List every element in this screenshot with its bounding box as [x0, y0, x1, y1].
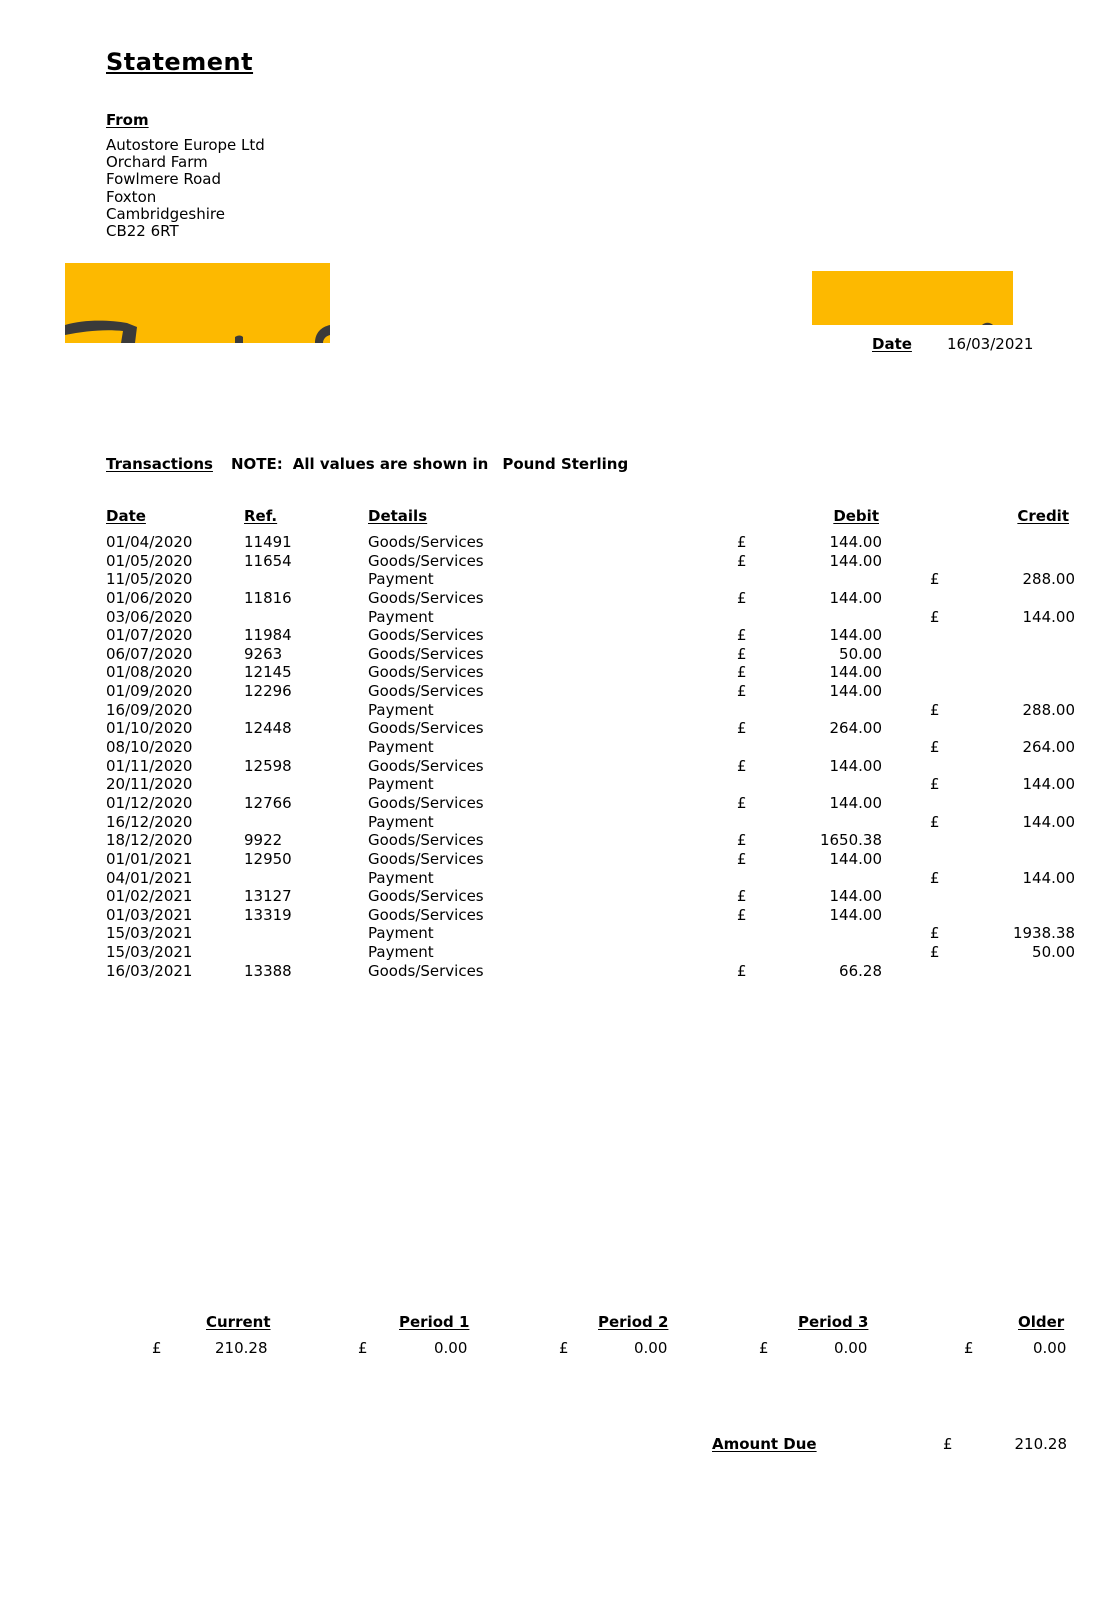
from-heading: From: [106, 111, 149, 129]
cell-debit-currency: £: [737, 756, 747, 775]
cell-credit-currency: £: [930, 868, 940, 887]
cell-details: Payment: [368, 775, 434, 794]
cell-date: 04/01/2021: [106, 868, 193, 887]
table-row: [0, 906, 1116, 925]
aging-value-period-3: 0.00: [834, 1339, 868, 1357]
cell-debit-currency: £: [737, 719, 747, 738]
cell-ref: 12145: [244, 663, 292, 682]
aging-value-period-1: 0.00: [434, 1339, 468, 1357]
cell-credit-currency: £: [930, 570, 940, 589]
cell-ref: 11816: [244, 588, 292, 607]
table-row: [0, 850, 1116, 869]
cell-details: Payment: [368, 700, 434, 719]
cell-debit-currency: £: [737, 551, 747, 570]
table-row: [0, 608, 1116, 627]
cell-date: 01/03/2021: [106, 905, 193, 924]
aging-currency: £: [964, 1339, 974, 1357]
statement-date-value: 16/03/2021: [947, 335, 1034, 353]
logo-mark-icon: [65, 263, 330, 343]
address-line: Orchard Farm: [106, 153, 208, 172]
cell-details: Payment: [368, 570, 434, 589]
cell-details: Goods/Services: [368, 831, 484, 850]
table-row: [0, 663, 1116, 682]
cell-details: Goods/Services: [368, 663, 484, 682]
cell-debit-currency: £: [737, 533, 747, 551]
cell-ref: 13319: [244, 905, 292, 924]
cell-debit: 144.00: [829, 887, 882, 906]
cell-credit: 288.00: [1022, 570, 1075, 589]
transactions-table: [0, 533, 1116, 980]
cell-date: 20/11/2020: [106, 775, 193, 794]
aging-label-period-2: Period 2: [598, 1313, 669, 1331]
company-logo: [65, 263, 330, 343]
aging-currency: £: [358, 1339, 368, 1357]
table-row: [0, 794, 1116, 813]
cell-credit-currency: £: [930, 812, 940, 831]
table-row: [0, 813, 1116, 832]
cell-date: 16/09/2020: [106, 700, 193, 719]
address-line: Cambridgeshire: [106, 204, 225, 223]
cell-ref: 12598: [244, 756, 292, 775]
cell-details: Goods/Services: [368, 887, 484, 906]
cell-ref: 11984: [244, 626, 292, 645]
page-title: Statement: [106, 48, 254, 76]
table-row: [0, 682, 1116, 701]
cell-debit-currency: £: [737, 626, 747, 645]
note-text: All values are shown in: [292, 455, 489, 473]
cell-credit-currency: £: [930, 924, 940, 943]
cell-credit-currency: £: [930, 943, 940, 962]
cell-date: 11/05/2020: [106, 570, 193, 589]
aging-label-current: Current: [206, 1313, 271, 1331]
cell-details: Payment: [368, 924, 434, 943]
cell-credit: 50.00: [1032, 943, 1075, 962]
table-row: [0, 645, 1116, 664]
cell-debit: 144.00: [829, 588, 882, 607]
cell-details: Payment: [368, 812, 434, 831]
cell-credit: 264.00: [1022, 738, 1075, 757]
cell-debit-currency: £: [737, 793, 747, 812]
cell-ref: 11654: [244, 551, 292, 570]
column-header-credit: Credit: [1017, 507, 1069, 525]
cell-debit-currency: £: [737, 849, 747, 868]
cell-date: 16/12/2020: [106, 812, 193, 831]
cell-debit-currency: £: [737, 961, 747, 980]
cell-debit: 264.00: [829, 719, 882, 738]
cell-debit: 144.00: [829, 533, 882, 551]
cell-debit: 144.00: [829, 551, 882, 570]
cell-date: 01/09/2020: [106, 682, 193, 701]
cell-date: 18/12/2020: [106, 831, 193, 850]
cell-details: Goods/Services: [368, 626, 484, 645]
cell-debit-currency: £: [737, 663, 747, 682]
cell-debit: 144.00: [829, 663, 882, 682]
cell-credit: 144.00: [1022, 868, 1075, 887]
cell-date: 01/07/2020: [106, 626, 193, 645]
cell-credit-currency: £: [930, 607, 940, 626]
cell-date: 01/08/2020: [106, 663, 193, 682]
cell-ref: 9263: [244, 644, 283, 663]
cell-date: 03/06/2020: [106, 607, 193, 626]
table-row: [0, 775, 1116, 794]
table-row: [0, 533, 1116, 552]
transactions-heading: Transactions: [106, 455, 213, 473]
cell-details: Goods/Services: [368, 533, 484, 551]
cell-debit-currency: £: [737, 682, 747, 701]
from-address: [106, 137, 265, 240]
address-line: Fowlmere Road: [106, 170, 222, 189]
cell-debit-currency: £: [737, 588, 747, 607]
cell-date: 15/03/2021: [106, 924, 193, 943]
cell-debit: 144.00: [829, 626, 882, 645]
cell-details: Goods/Services: [368, 719, 484, 738]
table-row: [0, 701, 1116, 720]
table-row: [0, 738, 1116, 757]
cell-details: Goods/Services: [368, 644, 484, 663]
cell-date: 01/01/2021: [106, 849, 193, 868]
table-row: [0, 552, 1116, 571]
cell-debit-currency: £: [737, 644, 747, 663]
cell-details: Payment: [368, 943, 434, 962]
cell-ref: 13127: [244, 887, 292, 906]
aging-value-current: 210.28: [215, 1339, 268, 1357]
cell-date: 01/05/2020: [106, 551, 193, 570]
cell-details: Payment: [368, 738, 434, 757]
currency-name: Pound Sterling: [502, 455, 629, 473]
cell-date: 16/03/2021: [106, 961, 193, 980]
cell-ref: 9922: [244, 831, 283, 850]
cell-ref: 12448: [244, 719, 292, 738]
cell-ref: 13388: [244, 961, 292, 980]
statement-date-label: Date: [872, 335, 912, 353]
aging-currency: £: [152, 1339, 162, 1357]
table-row: [0, 887, 1116, 906]
aging-label-period-3: Period 3: [798, 1313, 869, 1331]
aging-currency: £: [559, 1339, 569, 1357]
table-row: [0, 626, 1116, 645]
cell-details: Goods/Services: [368, 793, 484, 812]
address-line: Autostore Europe Ltd: [106, 136, 265, 154]
transactions-header: [106, 455, 646, 473]
cell-ref: 11491: [244, 533, 292, 551]
table-row: [0, 757, 1116, 776]
aging-label-period-1: Period 1: [399, 1313, 470, 1331]
amount-due-currency: £: [943, 1435, 953, 1453]
cell-credit: 144.00: [1022, 775, 1075, 794]
aging-label-older: Older: [1018, 1313, 1065, 1331]
amount-due-label: Amount Due: [712, 1435, 817, 1453]
cell-date: 01/11/2020: [106, 756, 193, 775]
cell-date: 06/07/2020: [106, 644, 193, 663]
table-row: [0, 831, 1116, 850]
cell-date: 15/03/2021: [106, 943, 193, 962]
aging-value-older: 0.00: [1033, 1339, 1067, 1357]
cell-credit: 144.00: [1022, 812, 1075, 831]
cell-date: 01/12/2020: [106, 793, 193, 812]
cell-ref: 12950: [244, 849, 292, 868]
cell-ref: 12766: [244, 793, 292, 812]
table-row: [0, 570, 1116, 589]
company-logo-secondary: [812, 271, 1013, 325]
cell-details: Goods/Services: [368, 756, 484, 775]
cell-ref: 12296: [244, 682, 292, 701]
cell-credit: 288.00: [1022, 700, 1075, 719]
cell-debit: 144.00: [829, 905, 882, 924]
cell-debit: 144.00: [829, 756, 882, 775]
table-row: [0, 943, 1116, 962]
cell-details: Payment: [368, 868, 434, 887]
cell-details: Goods/Services: [368, 905, 484, 924]
cell-debit-currency: £: [737, 905, 747, 924]
address-line: Foxton: [106, 187, 157, 206]
table-row: [0, 924, 1116, 943]
cell-details: Payment: [368, 607, 434, 626]
note-label: NOTE:: [230, 455, 283, 473]
cell-details: Goods/Services: [368, 849, 484, 868]
column-header-ref: Ref.: [244, 507, 278, 525]
cell-details: Goods/Services: [368, 682, 484, 701]
cell-date: 08/10/2020: [106, 738, 193, 757]
cell-debit-currency: £: [737, 887, 747, 906]
table-row: [0, 869, 1116, 888]
table-row: [0, 719, 1116, 738]
cell-debit: 50.00: [839, 644, 882, 663]
cell-credit-currency: £: [930, 700, 940, 719]
cell-debit: 144.00: [829, 849, 882, 868]
aging-currency: £: [759, 1339, 769, 1357]
cell-date: 01/02/2021: [106, 887, 193, 906]
cell-details: Goods/Services: [368, 551, 484, 570]
cell-credit: 1938.38: [1012, 924, 1075, 943]
cell-debit: 144.00: [829, 793, 882, 812]
cell-debit: 1650.38: [819, 831, 882, 850]
table-row: [0, 589, 1116, 608]
cell-credit-currency: £: [930, 738, 940, 757]
column-header-details: Details: [368, 507, 428, 525]
cell-date: 01/06/2020: [106, 588, 193, 607]
cell-credit: 144.00: [1022, 607, 1075, 626]
table-row: [0, 962, 1116, 981]
cell-date: 01/04/2020: [106, 533, 193, 551]
column-header-date: Date: [106, 507, 146, 525]
cell-credit-currency: £: [930, 775, 940, 794]
amount-due-value: 210.28: [1014, 1435, 1067, 1453]
cell-debit: 144.00: [829, 682, 882, 701]
address-line: CB22 6RT: [106, 222, 179, 241]
aging-value-period-2: 0.00: [634, 1339, 668, 1357]
cell-debit-currency: £: [737, 831, 747, 850]
column-header-debit: Debit: [833, 507, 879, 525]
cell-details: Goods/Services: [368, 588, 484, 607]
cell-details: Goods/Services: [368, 961, 484, 980]
cell-debit: 66.28: [839, 961, 882, 980]
logo-mark-icon: [812, 271, 1013, 325]
cell-date: 01/10/2020: [106, 719, 193, 738]
